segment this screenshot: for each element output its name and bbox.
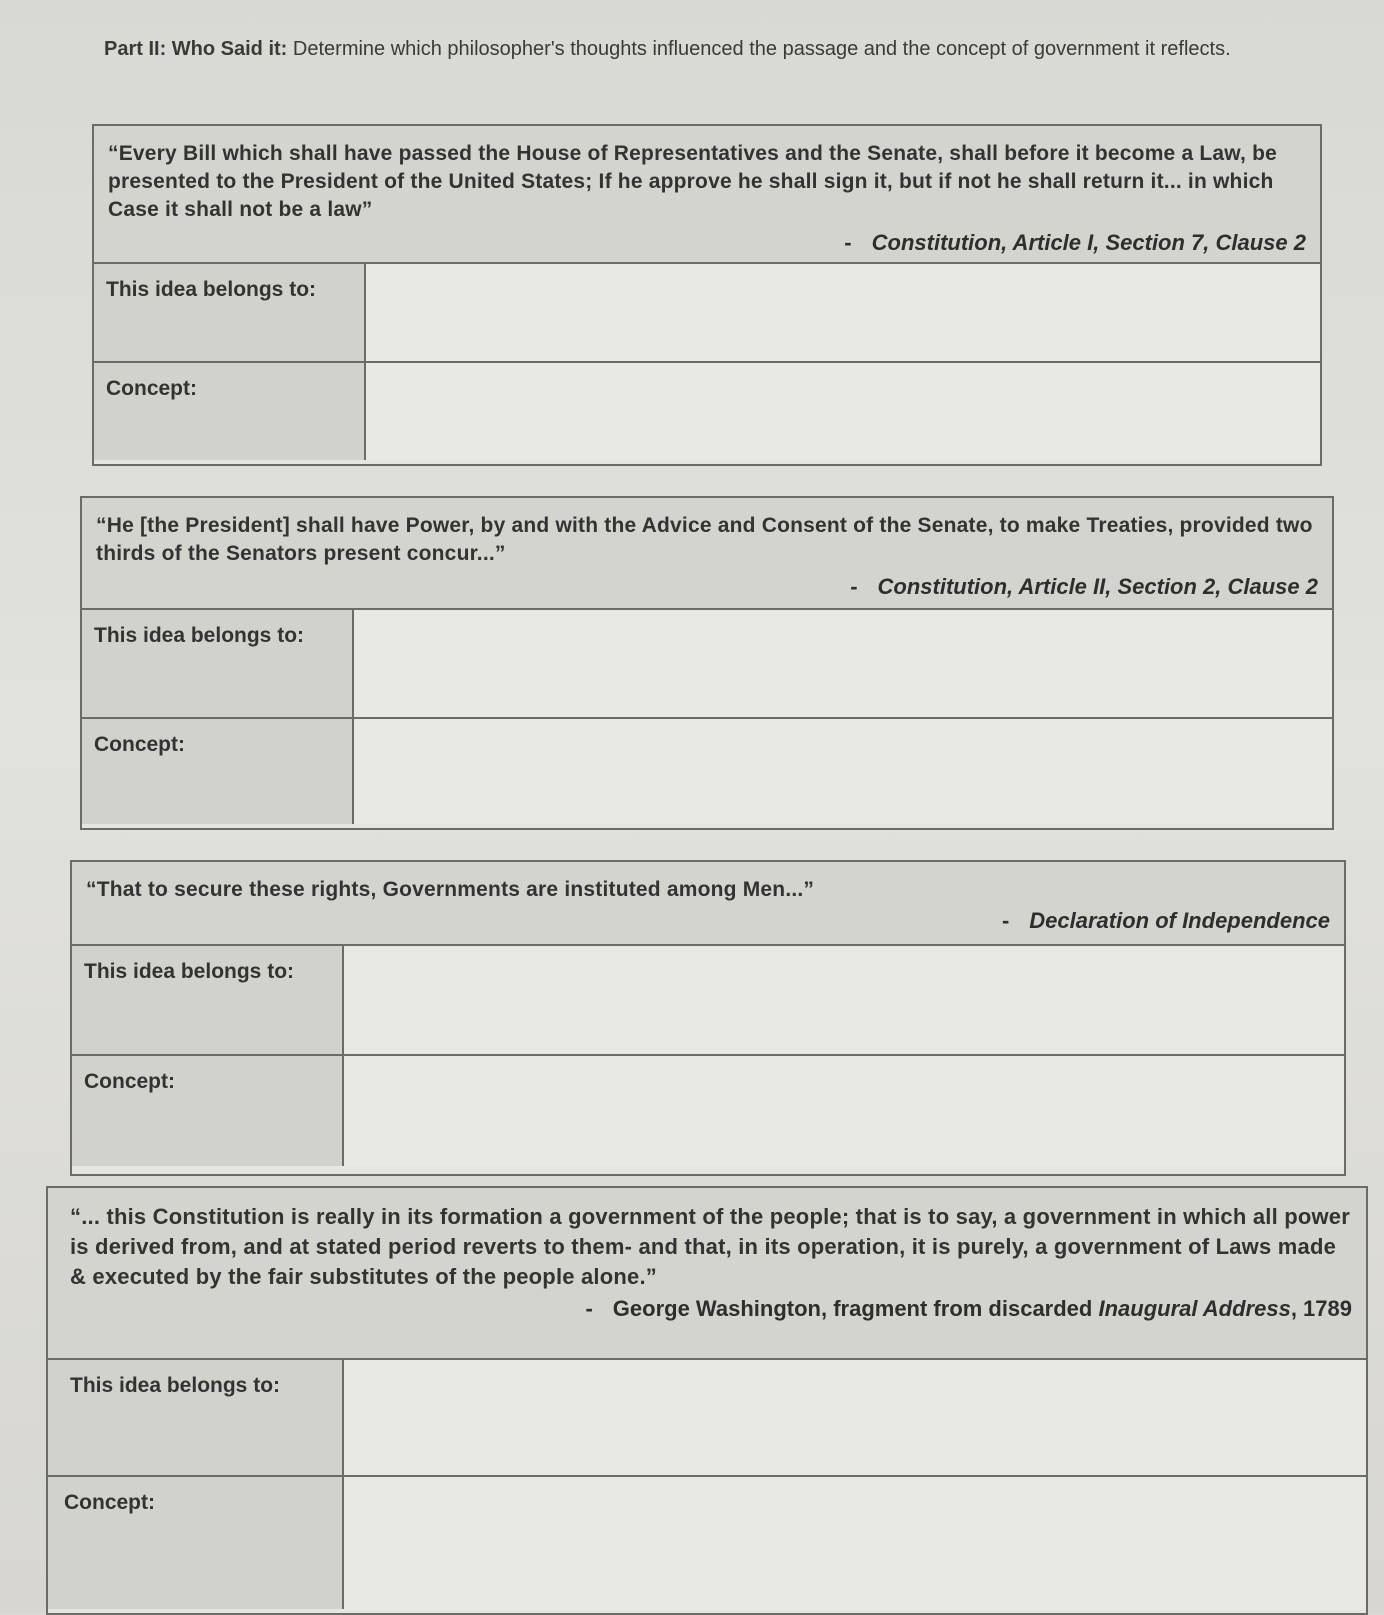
citation (108, 228, 1306, 258)
concept-row (72, 1054, 1344, 1166)
citation-source: Declaration of Independence (1029, 908, 1330, 933)
belongs-row (94, 264, 1320, 361)
passage-block-1 (92, 124, 1322, 466)
citation (86, 906, 1330, 936)
concept-label: Concept: (48, 1477, 344, 1609)
passage-block-2 (80, 496, 1334, 830)
passage-block-4 (46, 1186, 1368, 1615)
concept-row (82, 717, 1332, 824)
citation-source: Constitution, Article II, Section 2, Clause 2 (877, 574, 1318, 599)
belongs-row (82, 610, 1332, 717)
belongs-answer-field[interactable] (354, 610, 1332, 717)
quote-text: “... this Constitution is really in its formation a government of the people; that is to say, a government in which all power is derived from, and at stated period reverts to them- and that, in its operation, it is purely, a government of Laws made & executed by the fair substitutes of the people alone.” (70, 1204, 1350, 1289)
citation (70, 1294, 1352, 1324)
belongs-label: This idea belongs to: (48, 1360, 344, 1475)
quote-text: “Every Bill which shall have passed the House of Representatives and the Senate, shall before it become a Law, be presented to the President of the United States; If he approve he shall sign it, but if not he shall return it... in which Case it shall not be a law” (108, 142, 1278, 221)
quote-text: “That to secure these rights, Governments are instituted among Men...” (86, 878, 815, 901)
belongs-label: This idea belongs to: (94, 264, 366, 361)
citation-source: George Washington, fragment from discarded (612, 1296, 1093, 1321)
citation-year: , 1789 (1290, 1296, 1352, 1321)
concept-row (94, 361, 1320, 460)
concept-label: Concept: (94, 363, 366, 460)
instructions-text: Determine which philosopher's thoughts influenced the passage and the concept of government it reflects. (292, 38, 1231, 60)
belongs-row (48, 1360, 1366, 1475)
concept-answer-field[interactable] (354, 719, 1332, 824)
quote-cell (48, 1188, 1366, 1360)
concept-answer-field[interactable] (344, 1056, 1344, 1166)
belongs-answer-field[interactable] (366, 264, 1320, 361)
belongs-answer-field[interactable] (344, 1360, 1366, 1475)
belongs-label: This idea belongs to: (82, 610, 354, 717)
instructions (104, 34, 1284, 64)
citation-dash: - (850, 574, 858, 599)
belongs-row (72, 946, 1344, 1054)
concept-row (48, 1475, 1366, 1609)
concept-answer-field[interactable] (344, 1477, 1366, 1609)
quote-cell (72, 862, 1344, 946)
quote-cell (94, 126, 1320, 264)
quote-text: “He [the President] shall have Power, by and with the Advice and Consent of the Senate, to make Treaties, provided two thirds of the Senators present concur...” (96, 514, 1313, 565)
citation-dash: - (585, 1296, 593, 1321)
belongs-label: This idea belongs to: (72, 946, 344, 1054)
concept-label: Concept: (72, 1056, 344, 1166)
citation (96, 572, 1318, 602)
citation-source: Constitution, Article I, Section 7, Clause 2 (871, 230, 1306, 255)
concept-answer-field[interactable] (366, 363, 1320, 460)
citation-title: Inaugural Address (1098, 1296, 1291, 1321)
citation-dash: - (1001, 908, 1010, 933)
instructions-lead: Part II: Who Said it: (104, 38, 288, 60)
belongs-answer-field[interactable] (344, 946, 1344, 1054)
passage-block-3 (70, 860, 1346, 1176)
concept-label: Concept: (82, 719, 354, 824)
quote-cell (82, 498, 1332, 610)
citation-dash: - (844, 230, 852, 255)
